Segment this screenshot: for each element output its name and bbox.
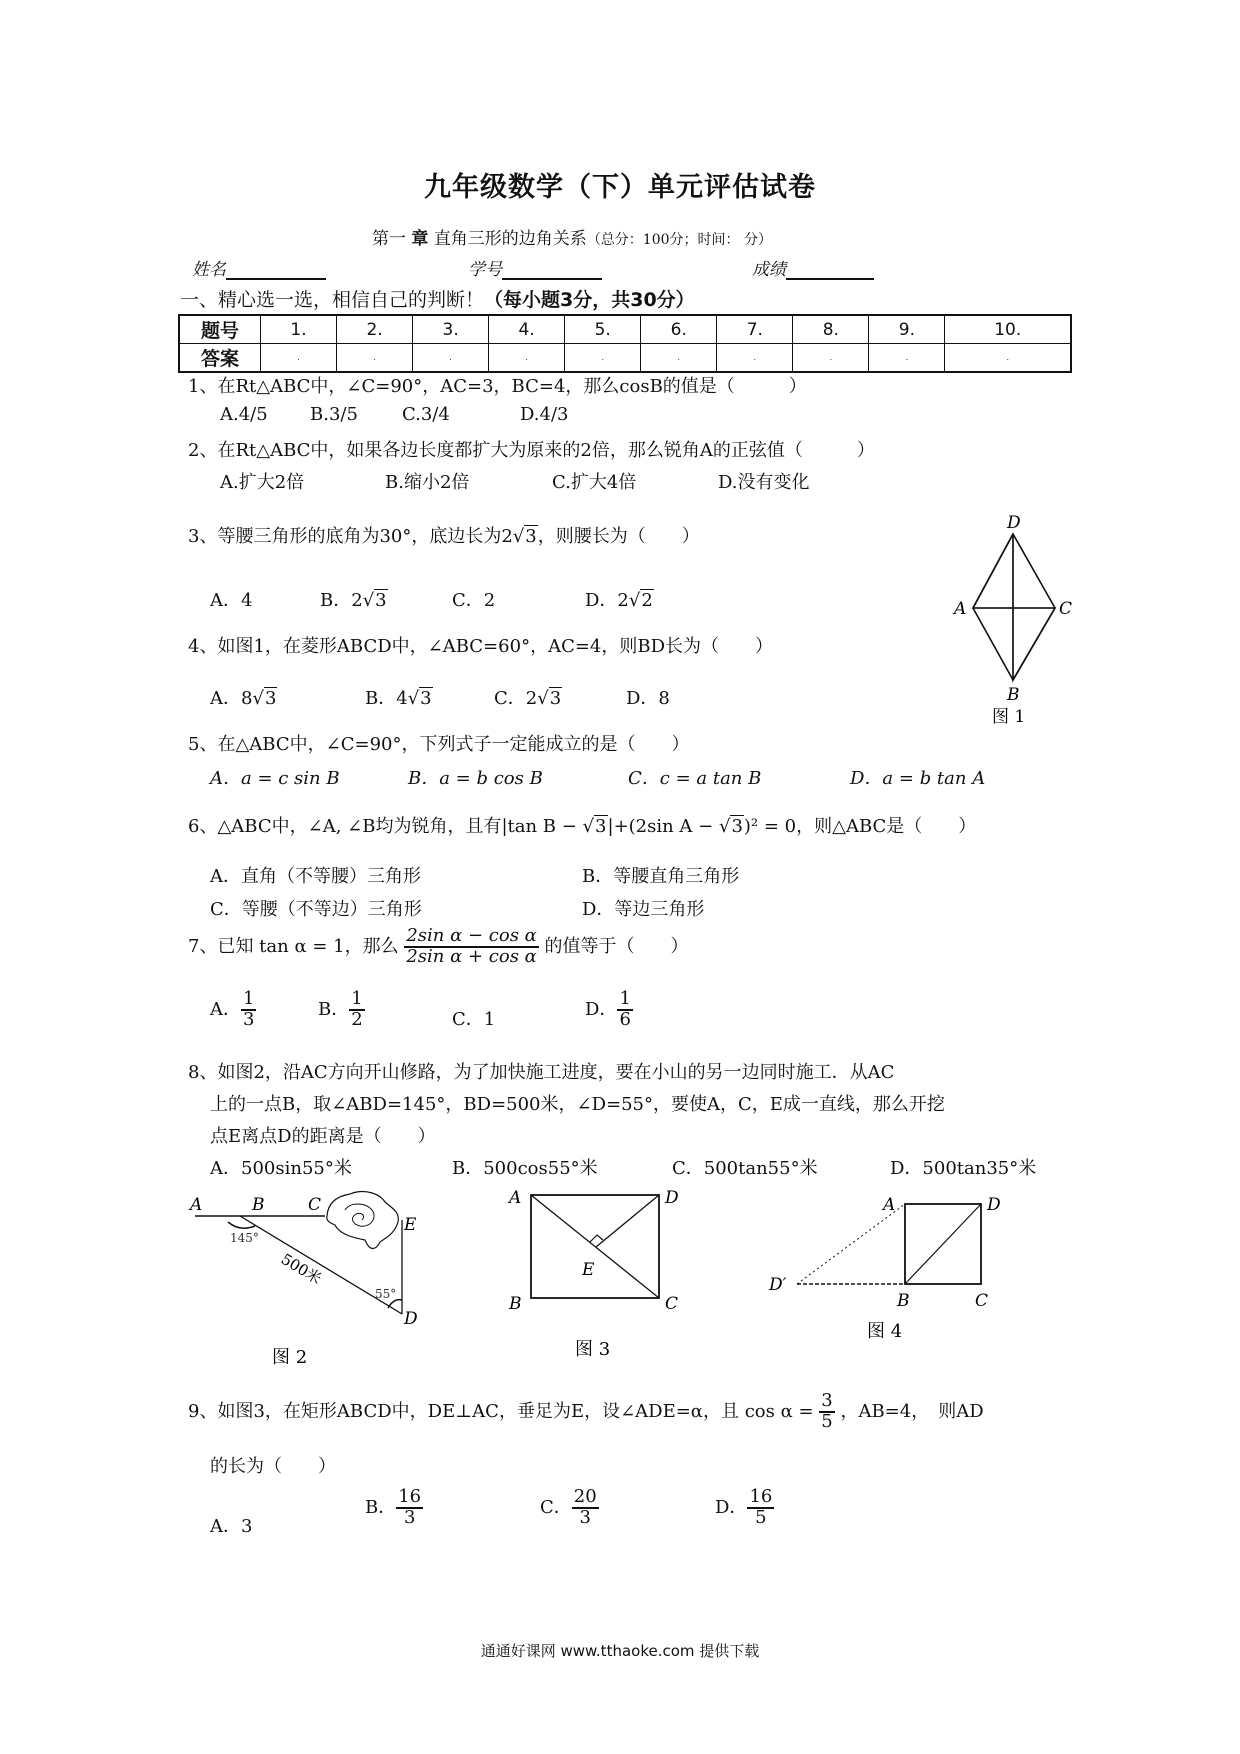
q4-option-c-sqrt: 3 (549, 688, 562, 709)
cell-number: 6. (641, 315, 717, 344)
q7-stem-b: 的值等于（ ） (544, 935, 689, 957)
q6-option-c: C．等腰（不等边）三角形 (210, 899, 422, 920)
cell-number: 4. (489, 315, 565, 344)
cell-answer[interactable]: . (945, 344, 1071, 373)
q5-option-d: D．a = b tan A (850, 768, 986, 789)
mountain-contour (345, 1204, 374, 1226)
q4-option-c-label: C．2 (494, 688, 538, 709)
q2-option-d: D.没有变化 (718, 472, 810, 493)
q9-option-d-label: D． (715, 1496, 748, 1518)
q3-option-c (452, 586, 495, 612)
q4-option-b-label: B．4 (365, 688, 408, 709)
label-e: E (404, 1215, 417, 1235)
label-d-prime: D′ (769, 1275, 787, 1295)
figure-3-rectangle (505, 1185, 705, 1360)
cell-number: 9. (869, 315, 945, 344)
cell-answer[interactable]: . (489, 344, 565, 373)
label-b: B (252, 1195, 265, 1215)
label-d: D (665, 1188, 679, 1208)
section-heading-text: 一、精心选一选，相信自己的判断！ (180, 289, 485, 311)
question-6-stem: 6、△ABC中，∠A, ∠B均为锐角，且有|tan B − √3|+(2sin A − √3)² = 0，则△ABC是（ ） (188, 816, 977, 837)
q8-option-c: C．500tan55°米 (672, 1158, 818, 1179)
q9-option-c-den: 3 (579, 1506, 591, 1528)
q3-option-c-label: C．2 (452, 590, 496, 611)
q9-option-c-num: 20 (573, 1486, 597, 1507)
segment-de (596, 1195, 659, 1247)
q4-option-d-label: D．8 (626, 688, 670, 709)
q8-option-a: A．500sin55°米 (210, 1158, 352, 1179)
name-blank[interactable] (226, 260, 326, 280)
cell-answer[interactable]: . (869, 344, 945, 373)
cell-answer[interactable]: . (261, 344, 337, 373)
q8-option-d: D．500tan35°米 (890, 1158, 1037, 1179)
q7-option-a-den: 3 (243, 1008, 255, 1030)
name-field (192, 255, 326, 280)
cell-answer[interactable]: . (413, 344, 489, 373)
right-angle-mark (590, 1235, 603, 1242)
q8-option-b: B．500cos55°米 (452, 1158, 598, 1179)
q7-option-c (452, 1005, 495, 1031)
question-5-stem: 5、在△ABC中，∠C=90°，下列式子一定能成立的是（ ） (188, 734, 690, 755)
label-a: A (883, 1195, 896, 1215)
cell-number: 7. (717, 315, 793, 344)
angle-b-label: 145° (230, 1231, 259, 1245)
label-c: C (975, 1291, 989, 1311)
question-8-stem-line-1: 8、如图2，沿AC方向开山修路，为了加快施工进度，要在小山的另一边同时施工．从AC (188, 1062, 895, 1083)
figure-2-caption: 图 2 (272, 1347, 308, 1368)
length-bd-label: 500米 (277, 1249, 325, 1288)
q9-fraction (819, 1392, 834, 1432)
label-e: E (582, 1260, 595, 1280)
q3-option-b-label: B．2 (320, 590, 363, 611)
figure-2-mountain-road (180, 1180, 460, 1370)
q9-option-a (210, 1512, 252, 1538)
label-a: A (954, 599, 967, 619)
figure-1-caption: 图 1 (992, 707, 1026, 727)
q2-option-c: C.扩大4倍 (552, 472, 637, 493)
answer-row (179, 344, 1071, 373)
label-c: C (665, 1294, 679, 1314)
q4-option-d (626, 684, 670, 710)
q7-frac-num: 2sin α − cos α (406, 925, 537, 946)
q7-option-d-den: 6 (619, 1008, 631, 1030)
student-id-field (468, 255, 602, 280)
q3-option-b: B．2√3 (320, 590, 387, 611)
label-d: D (1007, 513, 1021, 533)
q5-option-a: A．a = c sin B (210, 768, 340, 789)
label-c: C (308, 1195, 322, 1215)
question-3-stem: 3、等腰三角形的底角为30°，底边长为2√3，则腰长为（ ） (188, 526, 700, 547)
label-b: B (1007, 685, 1020, 705)
question-number-row (179, 315, 1071, 344)
score-label: 成绩 (752, 260, 786, 280)
q9-option-b-label: B． (365, 1496, 397, 1518)
q9-option-d (715, 1488, 774, 1528)
score-field (752, 255, 874, 280)
label-c: C (1059, 599, 1073, 619)
q4-option-a-sqrt: 3 (264, 688, 277, 709)
q4-option-a: A．8√3 (210, 688, 277, 709)
question-9-stem (188, 1392, 984, 1432)
exam-meta: （总分：100分；时间： 分） (586, 232, 772, 248)
rhombus-outline (973, 534, 1055, 680)
q7-frac-den: 2sin α + cos α (406, 945, 537, 967)
angle-d-label: 55° (375, 1287, 397, 1301)
cell-number: 5. (565, 315, 641, 344)
chapter-word: 章 (411, 229, 429, 249)
q6-stem-c: )² = 0，则△ABC是（ ） (743, 816, 977, 837)
student-id-label: 学号 (468, 260, 502, 280)
q3-option-d-label: D．2 (585, 590, 629, 611)
row-label-answer: 答案 (179, 344, 261, 373)
q7-fraction (404, 927, 538, 967)
q9-stem-b: ，AB=4， 则AD (840, 1400, 984, 1422)
label-a: A (509, 1188, 522, 1208)
name-label: 姓名 (192, 260, 226, 280)
q9-option-d-den: 5 (755, 1506, 767, 1528)
question-2-stem: 2、在Rt△ABC中，如果各边长度都扩大为原来的2倍，那么锐角A的正弦值（ ） (188, 440, 875, 461)
q1-option-b: B.3/5 (310, 404, 358, 425)
q7-option-a-label: A． (210, 998, 241, 1020)
q3-option-d: D．2√2 (585, 590, 653, 611)
q4-option-b-sqrt: 3 (420, 688, 432, 709)
label-b: B (509, 1294, 522, 1314)
q3-option-a-label: A．4 (210, 590, 253, 611)
q2-option-b: B.缩小2倍 (385, 472, 470, 493)
q6-stem-sqrt2: 3 (731, 816, 743, 837)
score-blank[interactable] (786, 260, 874, 280)
cell-answer[interactable]: . (641, 344, 717, 373)
figure-3-caption: 图 3 (575, 1339, 611, 1360)
q7-option-d-num: 1 (619, 988, 631, 1009)
section-heading (180, 285, 695, 312)
q9-frac-num: 3 (821, 1390, 833, 1411)
dashed-line-ad-prime (797, 1204, 905, 1284)
student-id-blank[interactable] (502, 260, 602, 280)
q6-stem-b: |+(2sin A − (607, 816, 719, 837)
chapter-name: 直角三形的边角关系 (433, 229, 587, 249)
q7-option-a (210, 990, 256, 1030)
q9-frac-den: 5 (821, 1410, 833, 1432)
q9-stem-a: 9、如图3，在矩形ABCD中，DE⊥AC，垂足为E，设∠ADE=α，且 cos α = (188, 1400, 814, 1422)
q7-option-b (318, 990, 365, 1030)
q9-option-c (540, 1488, 599, 1528)
exam-title: 九年级数学（下）单元评估试卷 (424, 172, 816, 203)
q5-option-b: B．a = b cos B (408, 768, 543, 789)
q3-stem-sqrt: 3 (525, 526, 537, 547)
question-1-stem: 1、在Rt△ABC中，∠C=90°，AC=3，BC=4，那么cosB的值是（ ） (188, 376, 807, 397)
answer-table (178, 314, 1072, 373)
q7-option-a-num: 1 (243, 988, 255, 1009)
q6-stem-a: 6、△ABC中，∠A, ∠B均为锐角，且有|tan B − (188, 816, 583, 837)
q7-stem-a: 7、已知 tan α = 1，那么 (188, 935, 399, 957)
label-d: D (987, 1195, 1001, 1215)
figure-4-caption: 图 4 (867, 1321, 903, 1342)
q6-stem-sqrt1: 3 (595, 816, 607, 837)
cell-number: 2. (337, 315, 413, 344)
figure-1-rhombus (940, 510, 1080, 735)
figure-4-square (755, 1190, 1015, 1350)
q7-option-b-num: 1 (351, 988, 363, 1009)
cell-number: 8. (793, 315, 869, 344)
q3-option-a (210, 586, 252, 612)
q6-option-d: D．等边三角形 (582, 899, 705, 920)
q9-option-b (365, 1488, 423, 1528)
q3-stem-a: 3、等腰三角形的底角为30°，底边长为2 (188, 526, 513, 547)
cell-number: 1. (261, 315, 337, 344)
q4-option-a-label: A．8 (210, 688, 253, 709)
label-b: B (897, 1291, 910, 1311)
q4-option-b: B．4√3 (365, 688, 432, 709)
chapter-prefix: 第一 (372, 229, 406, 249)
q7-option-d (585, 990, 633, 1030)
q3-option-b-sqrt: 3 (375, 590, 387, 611)
q6-option-a: A．直角（不等腰）三角形 (210, 866, 421, 887)
q1-option-a: A.4/5 (220, 404, 268, 425)
q1-option-c: C.3/4 (402, 404, 450, 425)
question-8-stem-line-2: 上的一点B，取∠ABD=145°，BD=500米，∠D=55°，要使A，C，E成一直线，那么开挖 (210, 1094, 945, 1115)
q6-option-b: B．等腰直角三角形 (582, 866, 740, 887)
cell-answer[interactable]: . (717, 344, 793, 373)
cell-number: 10. (945, 315, 1071, 344)
q9-option-c-label: C． (540, 1496, 572, 1518)
cell-answer[interactable]: . (337, 344, 413, 373)
q7-option-b-den: 2 (351, 1008, 363, 1030)
q7-option-b-label: B． (318, 998, 350, 1020)
q1-option-d: D.4/3 (520, 404, 569, 425)
q5-option-c: C．c = a tan B (628, 768, 762, 789)
q3-option-d-sqrt: 2 (641, 590, 653, 611)
question-4-stem: 4、如图1，在菱形ABCD中，∠ABC=60°，AC=4，则BD长为（ ） (188, 636, 774, 657)
cell-answer[interactable]: . (793, 344, 869, 373)
q3-stem-b: ，则腰长为（ ） (537, 526, 700, 547)
q2-option-a: A.扩大2倍 (220, 472, 305, 493)
rhombus-sides (973, 534, 1055, 680)
label-d: D (404, 1309, 418, 1329)
q7-option-d-label: D． (585, 998, 618, 1020)
footer-source: 通通好课网 www.tthaoke.com 提供下载 (480, 1642, 760, 1660)
cell-answer[interactable]: . (565, 344, 641, 373)
label-a: A (190, 1195, 203, 1215)
q9-option-a-label: A．3 (210, 1516, 253, 1537)
diagonal-bd (905, 1204, 981, 1284)
question-7-stem (188, 927, 689, 967)
row-label-number: 题号 (179, 315, 261, 344)
q9-option-b-den: 3 (403, 1506, 416, 1528)
cell-number: 3. (413, 315, 489, 344)
q9-option-d-num: 16 (749, 1486, 773, 1507)
chapter-subtitle (372, 224, 772, 249)
question-9-stem-line-2: 的长为（ ） (210, 1456, 336, 1477)
question-8-stem-line-3: 点E离点D的距离是（ ） (210, 1126, 436, 1147)
q9-option-b-num: 16 (398, 1486, 422, 1507)
q7-option-c-label: C．1 (452, 1009, 496, 1030)
section-heading-points: （每小题3分，共30分） (484, 289, 695, 311)
q4-option-c: C．2√3 (494, 688, 562, 709)
